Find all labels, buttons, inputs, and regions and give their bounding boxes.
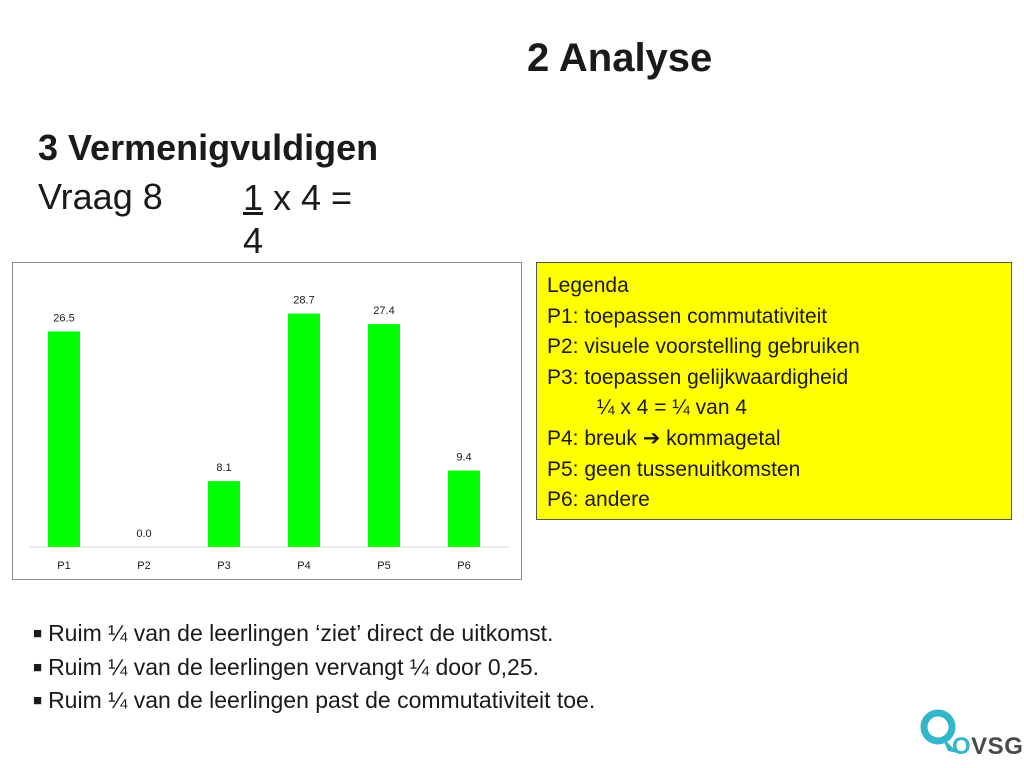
bullet-item [33,651,595,685]
bullet-text: Ruim ¼ van de leerlingen ‘ziet’ direct de uitkomst. [48,620,554,646]
value-label-p1: 26.5 [53,312,75,325]
legend-item: P1: toepassen commutativiteit [547,304,828,328]
value-label-p2: 0.0 [136,528,152,540]
bar-chart [12,262,522,580]
legend-item: ¼ x 4 = ¼ van 4 [597,396,748,420]
legend-item: P4: breuk ➔ kommagetal [547,426,781,450]
legend-title: Legenda [547,274,629,297]
value-label-p3: 8.1 [216,462,232,475]
ovsg-logo [918,705,1022,763]
section-heading: 3 Vermenigvuldigen [38,127,379,168]
formula-numerator: 1 [243,177,264,218]
question-label: Vraag 8 [38,176,163,217]
bar-p3 [208,481,240,547]
legend-item: P6: andere [547,488,650,512]
bar-p1 [48,331,80,547]
category-label-p6: P6 [457,560,471,572]
value-label-p4: 28.7 [293,294,315,307]
bar-p4 [288,314,320,547]
slide-title: 2 Analyse [527,36,713,80]
bullet-text: Ruim ¼ van de leerlingen vervangt ¼ door 0,25. [48,653,540,680]
legend-item: P5: geen tussenuitkomsten [547,457,801,481]
legend-box [536,262,1012,520]
bullet-text: Ruim ¼ van de leerlingen past de commutativiteit toe. [48,687,596,713]
value-label-p6: 9.4 [456,451,472,464]
legend-lines [547,302,1001,516]
legend-item: P2: visuele voorstelling gebruiken [547,335,860,359]
bullet-square-icon: ■ [33,692,43,709]
bullet-item [33,684,595,718]
logo-text: OVSG [952,733,1024,760]
formula-denominator: 4 [243,220,264,261]
bar-p5 [368,324,400,547]
bar-chart-svg [13,263,521,579]
category-label-p2: P2 [137,560,151,572]
category-label-p4: P4 [297,560,311,572]
category-label-p3: P3 [217,560,231,572]
legend-item: P3: toepassen gelijkwaardigheid [547,365,849,389]
category-label-p1: P1 [57,560,71,572]
formula [243,176,383,262]
bullet-square-icon: ■ [33,625,43,642]
bar-p6 [448,471,480,547]
formula-rest: x 4 = [263,177,353,218]
category-label-p5: P5 [377,560,391,572]
bullet-list [33,617,595,718]
bullet-square-icon: ■ [33,658,43,676]
bullet-item [33,617,595,651]
value-label-p5: 27.4 [373,305,395,318]
